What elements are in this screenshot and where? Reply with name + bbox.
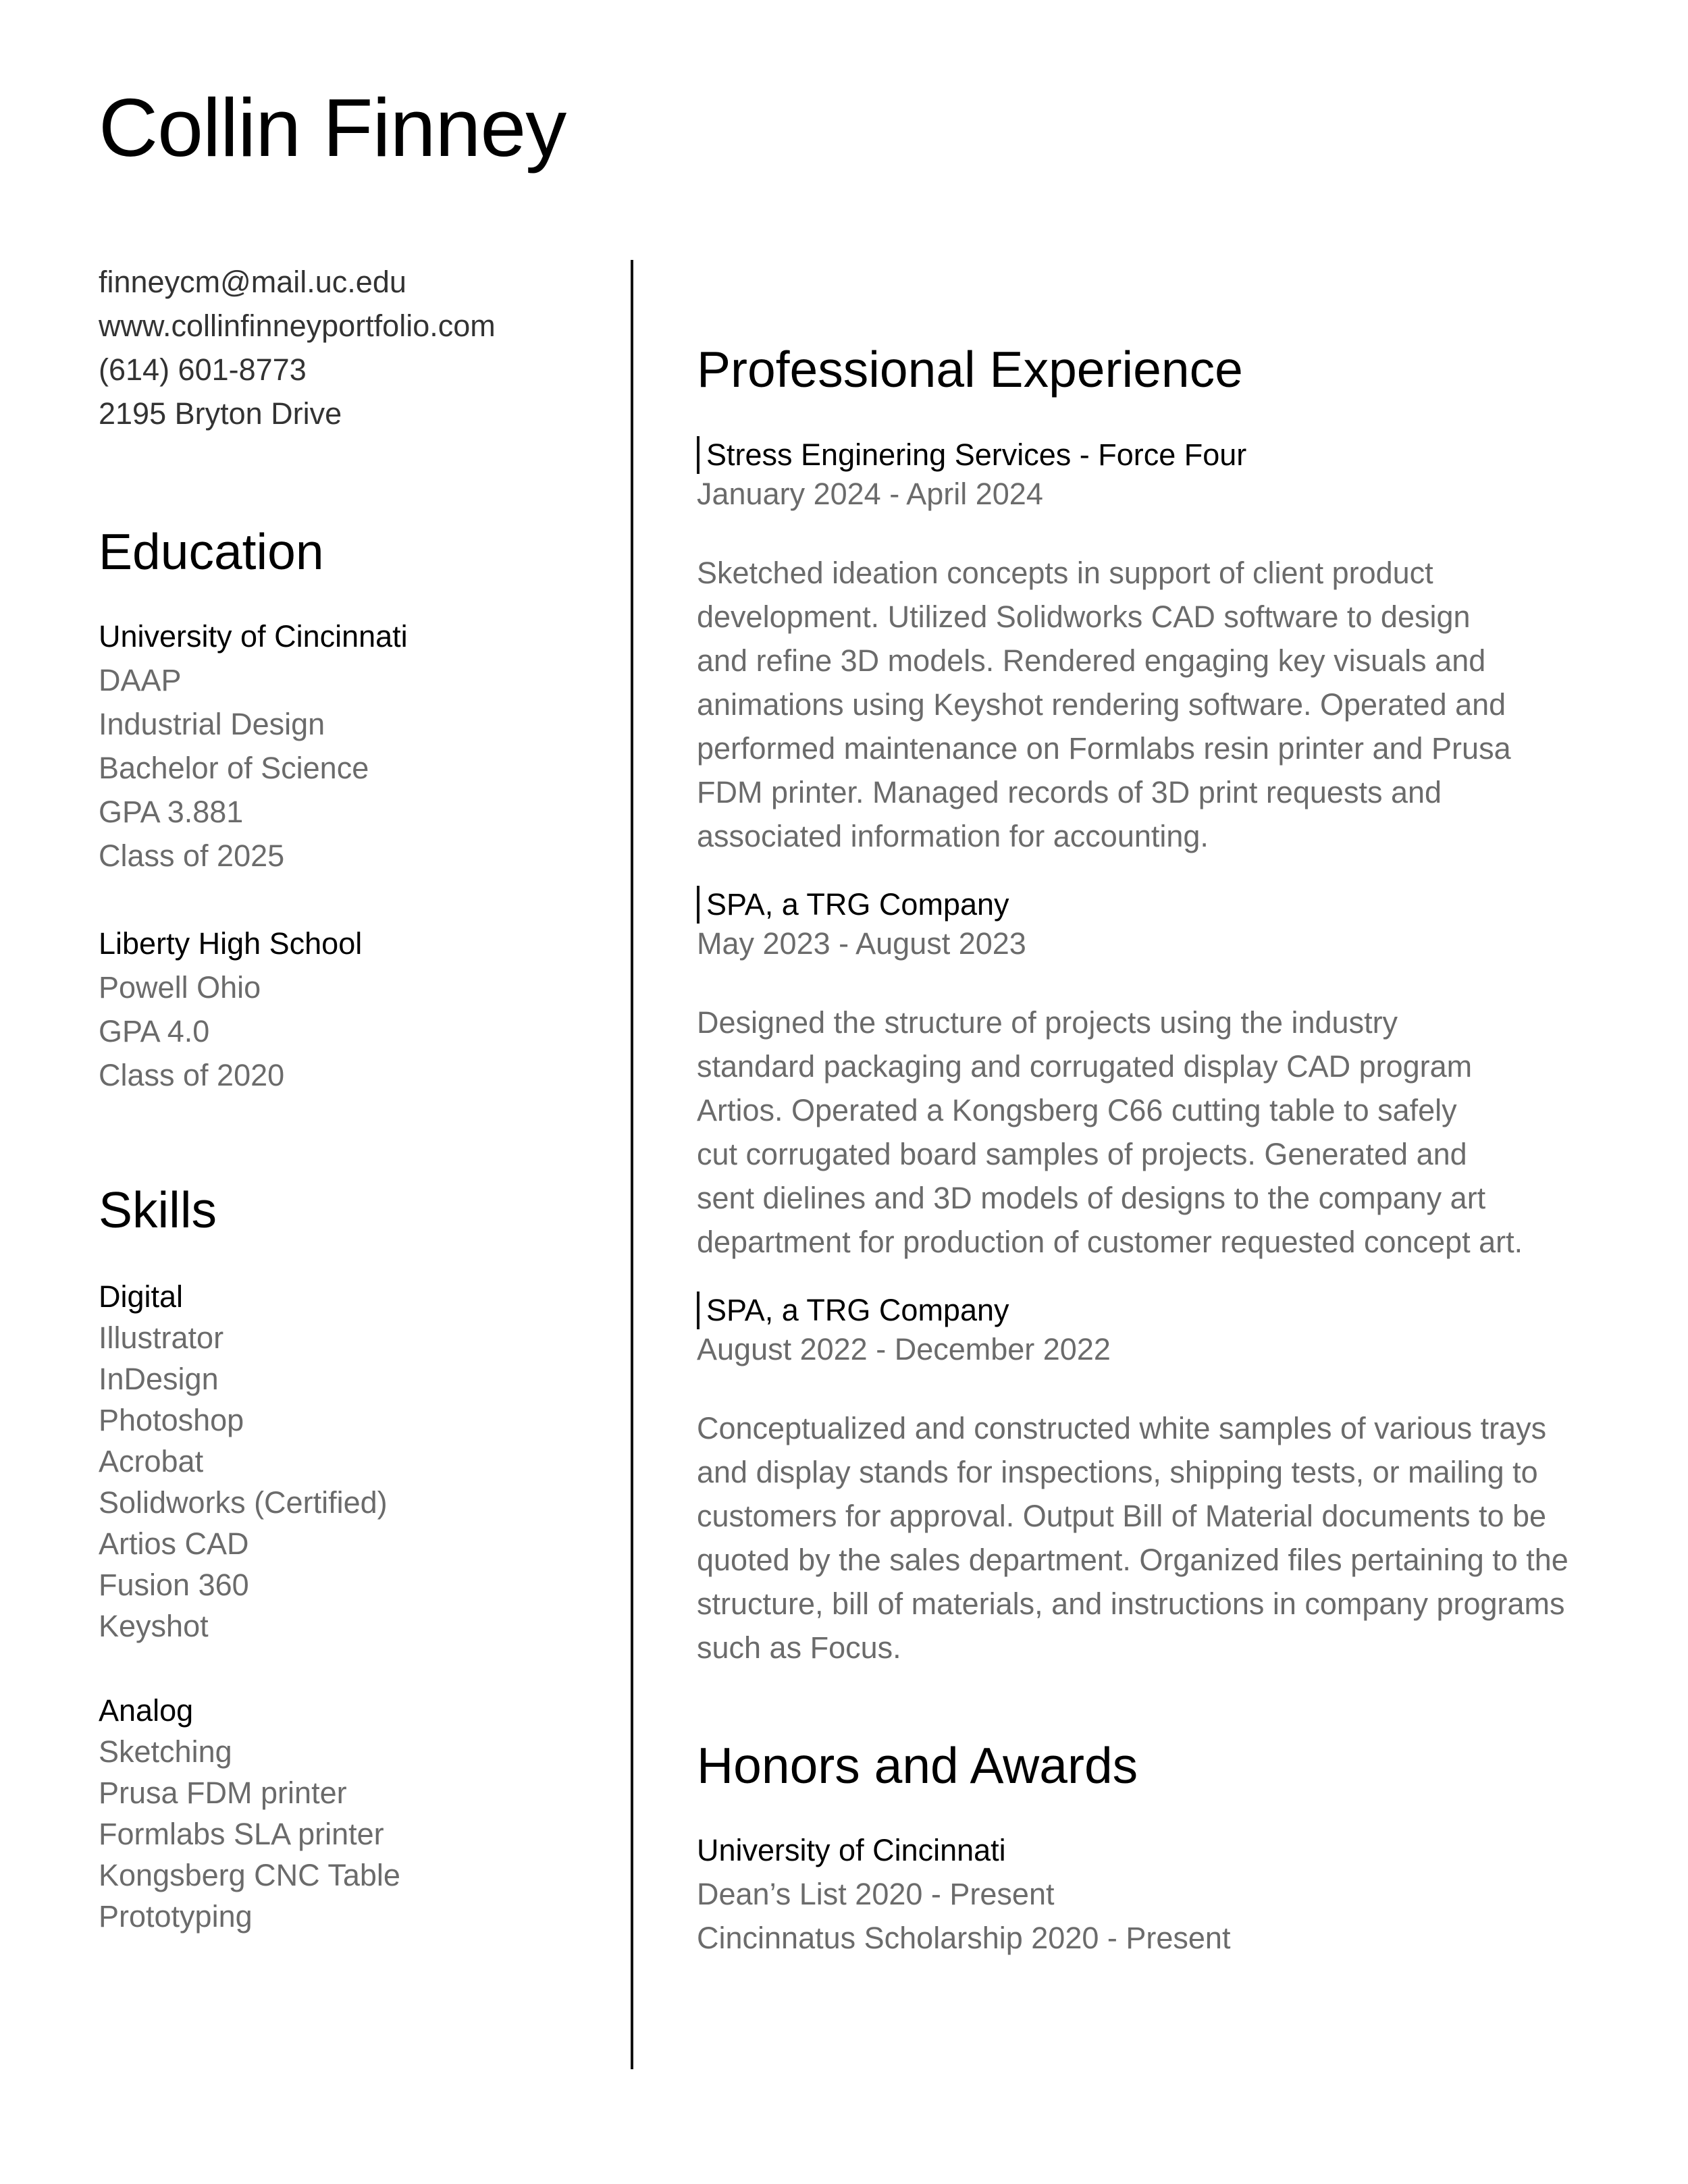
job-description-line: Designed the structure of projects using the industry <box>697 1005 1398 1040</box>
contact-block <box>99 260 612 435</box>
accent-bar <box>697 1291 700 1329</box>
job-description-line: associated information for accounting. <box>697 819 1209 853</box>
school-detail: Industrial Design <box>99 707 325 741</box>
honors-item: Cincinnatus Scholarship 2020 - Present <box>697 1921 1231 1955</box>
job-company <box>697 885 1642 924</box>
resume-name: Collin Finney <box>99 82 566 174</box>
skills-analog-label: Analog <box>99 1693 194 1728</box>
skill-item: Keyshot <box>99 1609 209 1643</box>
job-description-line: FDM printer. Managed records of 3D print requests and <box>697 775 1442 809</box>
school-detail: Powell Ohio <box>99 970 261 1005</box>
school-detail: DAAP <box>99 663 182 697</box>
job-description <box>697 551 1642 858</box>
job-description <box>697 1001 1642 1264</box>
skills-digital-label: Digital <box>99 1279 184 1314</box>
school-name: Liberty High School <box>99 926 363 961</box>
education-heading: Education <box>99 523 324 580</box>
skill-item: Acrobat <box>99 1444 204 1479</box>
honors-org: University of Cincinnati <box>697 1833 1006 1867</box>
contact-website: www.collinfinneyportfolio.com <box>99 309 496 343</box>
skills-analog <box>99 1690 612 1937</box>
contact-email: finneycm@mail.uc.edu <box>99 265 406 299</box>
job-description-line: sent dielines and 3D models of designs to the company art <box>697 1181 1486 1215</box>
job-description-line: cut corrugated board samples of projects. Generated and <box>697 1137 1467 1171</box>
job-description-line: Artios. Operated a Kongsberg C66 cutting table to safely <box>697 1093 1457 1127</box>
job-description-line: department for production of customer requested concept art. <box>697 1225 1523 1259</box>
job-description-line: and display stands for inspections, shipping tests, or mailing to <box>697 1455 1538 1489</box>
skill-item: Fusion 360 <box>99 1568 249 1602</box>
job-description-line: Sketched ideation concepts in support of client product <box>697 556 1433 590</box>
job-description-line: quoted by the sales department. Organized files pertaining to the <box>697 1543 1568 1577</box>
job-description-line: animations using Keyshot rendering software. Operated and <box>697 687 1506 722</box>
job-dates: January 2024 - April 2024 <box>697 477 1043 511</box>
school-detail: Class of 2020 <box>99 1058 285 1092</box>
skill-item: Sketching <box>99 1734 232 1769</box>
job-entry-1 <box>697 435 1642 858</box>
job-description-line: Conceptualized and constructed white samples of various trays <box>697 1411 1547 1445</box>
school-name: University of Cincinnati <box>99 619 408 654</box>
skill-item: Illustrator <box>99 1321 224 1355</box>
skill-item: Photoshop <box>99 1403 244 1437</box>
experience-heading: Professional Experience <box>697 341 1243 398</box>
school-detail: GPA 4.0 <box>99 1014 210 1048</box>
job-company-text: SPA, a TRG Company <box>706 1293 1009 1327</box>
job-description-line: structure, bill of materials, and instructions in company programs <box>697 1587 1565 1621</box>
job-description-line: standard packaging and corrugated display CAD program <box>697 1049 1473 1084</box>
job-company-text: Stress Enginering Services - Force Four <box>706 437 1247 472</box>
honors-block <box>697 1828 1642 1960</box>
job-entry-2 <box>697 885 1642 1264</box>
skills-digital <box>99 1276 612 1647</box>
accent-bar <box>697 436 700 474</box>
left-column <box>99 260 612 1937</box>
job-description-line: development. Utilized Solidworks CAD software to design <box>697 600 1471 634</box>
right-column <box>697 341 1642 1960</box>
skill-item: Kongsberg CNC Table <box>99 1858 400 1892</box>
job-company <box>697 1291 1642 1330</box>
accent-bar <box>697 886 700 924</box>
contact-address: 2195 Bryton Drive <box>99 396 342 431</box>
contact-phone: (614) 601-8773 <box>99 352 307 387</box>
honors-item: Dean’s List 2020 - Present <box>697 1877 1055 1911</box>
education-school-1 <box>99 614 612 878</box>
skill-item: Solidworks (Certified) <box>99 1485 388 1520</box>
job-description-line: and refine 3D models. Rendered engaging key visuals and <box>697 643 1486 678</box>
skill-item: InDesign <box>99 1362 219 1396</box>
honors-heading: Honors and Awards <box>697 1737 1138 1794</box>
skill-item: Prusa FDM printer <box>99 1776 347 1810</box>
job-dates: May 2023 - August 2023 <box>697 926 1026 961</box>
job-description-line: performed maintenance on Formlabs resin printer and Prusa <box>697 731 1511 766</box>
job-description-line: such as Focus. <box>697 1630 901 1665</box>
school-detail: GPA 3.881 <box>99 795 244 829</box>
skill-item: Artios CAD <box>99 1526 249 1561</box>
job-dates: August 2022 - December 2022 <box>697 1332 1111 1366</box>
job-company-text: SPA, a TRG Company <box>706 887 1009 922</box>
job-description-line: customers for approval. Output Bill of Material documents to be <box>697 1499 1547 1533</box>
school-detail: Class of 2025 <box>99 838 285 873</box>
skills-heading: Skills <box>99 1181 217 1238</box>
job-description <box>697 1406 1642 1670</box>
skill-item: Prototyping <box>99 1899 253 1934</box>
school-detail: Bachelor of Science <box>99 751 369 785</box>
column-divider <box>631 260 633 2069</box>
education-school-2 <box>99 922 612 1097</box>
job-company <box>697 435 1642 475</box>
skill-item: Formlabs SLA printer <box>99 1817 384 1851</box>
job-entry-3 <box>697 1291 1642 1670</box>
